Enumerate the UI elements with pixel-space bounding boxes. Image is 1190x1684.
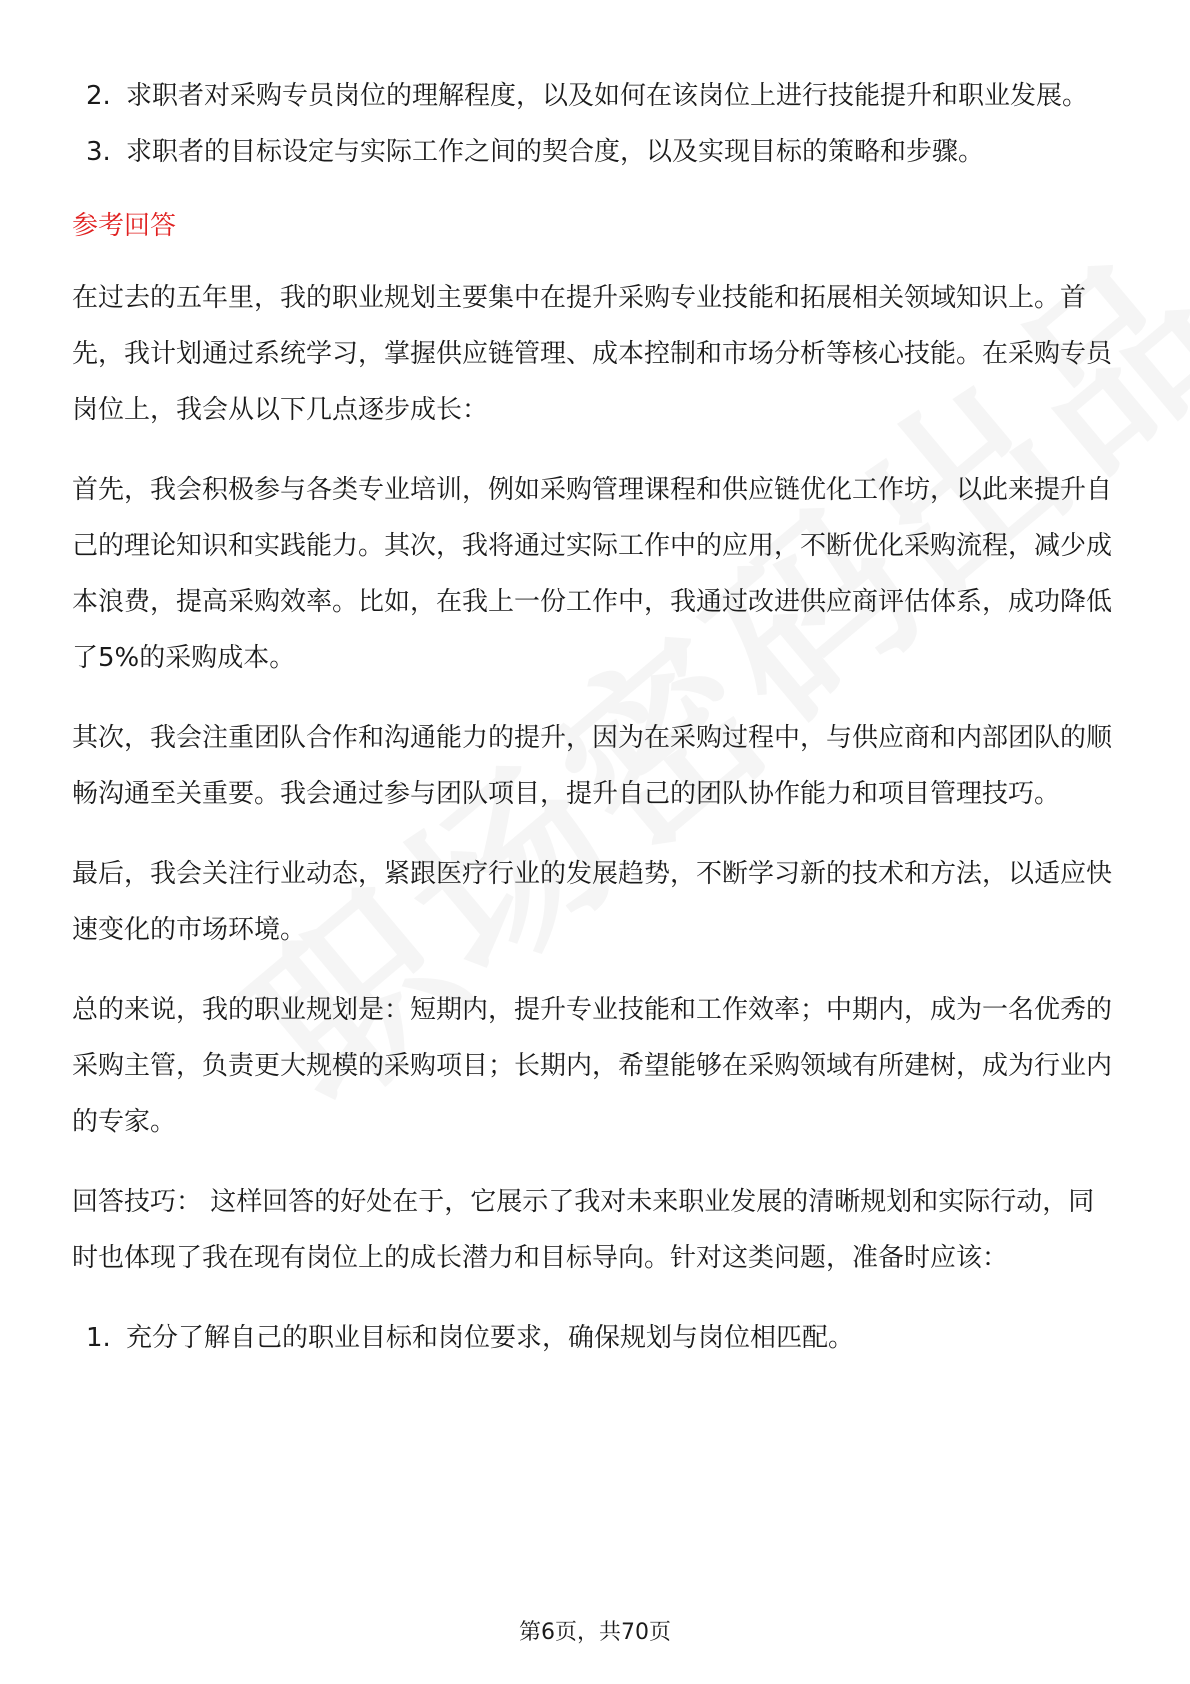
list-item-text: 充分了解自己的职业目标和岗位要求，确保规划与岗位相匹配。	[126, 1323, 855, 1353]
paragraph: 首先，我会积极参与各类专业培训，例如采购管理课程和供应链优化工作坊，以此来提升自己的理论知识和实践能力。其次，我将通过实际工作中的应用，不断优化采购流程，减少成本浪费，提高采购效率。比如，在我上一份工作中，我通过改进供应商评估体系，成功降低了5%的采购成本。	[72, 475, 1113, 673]
list-item	[72, 1310, 1118, 1366]
section-heading: 参考回答	[72, 211, 177, 241]
list-number: 2.	[86, 81, 111, 111]
paragraph: 总的来说，我的职业规划是：短期内，提升专业技能和工作效率；中期内，成为一名优秀的采购主管，负责更大规模的采购项目；长期内，希望能够在采购领域有所建树，成为行业内的专家。	[72, 995, 1113, 1137]
paragraph: 最后，我会关注行业动态，紧跟医疗行业的发展趋势，不断学习新的技术和方法，以适应快速变化的市场环境。	[72, 859, 1113, 945]
paragraph: 在过去的五年里，我的职业规划主要集中在提升采购专业技能和拓展相关领域知识上。首先，我计划通过系统学习，掌握供应链管理、成本控制和市场分析等核心技能。在采购专员岗位上，我会从以下几点逐步成长：	[72, 283, 1113, 425]
page-footer: 第6页，共70页	[519, 1620, 671, 1645]
list-item	[72, 68, 1118, 124]
page-content	[72, 68, 1118, 1366]
paragraph: 其次，我会注重团队合作和沟通能力的提升，因为在采购过程中，与供应商和内部团队的顺畅沟通至关重要。我会通过参与团队项目，提升自己的团队协作能力和项目管理技巧。	[72, 723, 1113, 809]
list-item-text: 求职者的目标设定与实际工作之间的契合度，以及实现目标的策略和步骤。	[126, 137, 985, 167]
list-item-text: 求职者对采购专员岗位的理解程度，以及如何在该岗位上进行技能提升和职业发展。	[126, 81, 1089, 111]
list-number: 1.	[86, 1323, 111, 1353]
list-number: 3.	[86, 137, 111, 167]
paragraph: 回答技巧： 这样回答的好处在于，它展示了我对未来职业发展的清晰规划和实际行动，同时也体现了我在现有岗位上的成长潜力和目标导向。针对这类问题，准备时应该：	[72, 1187, 1095, 1273]
list-item	[72, 124, 1118, 180]
